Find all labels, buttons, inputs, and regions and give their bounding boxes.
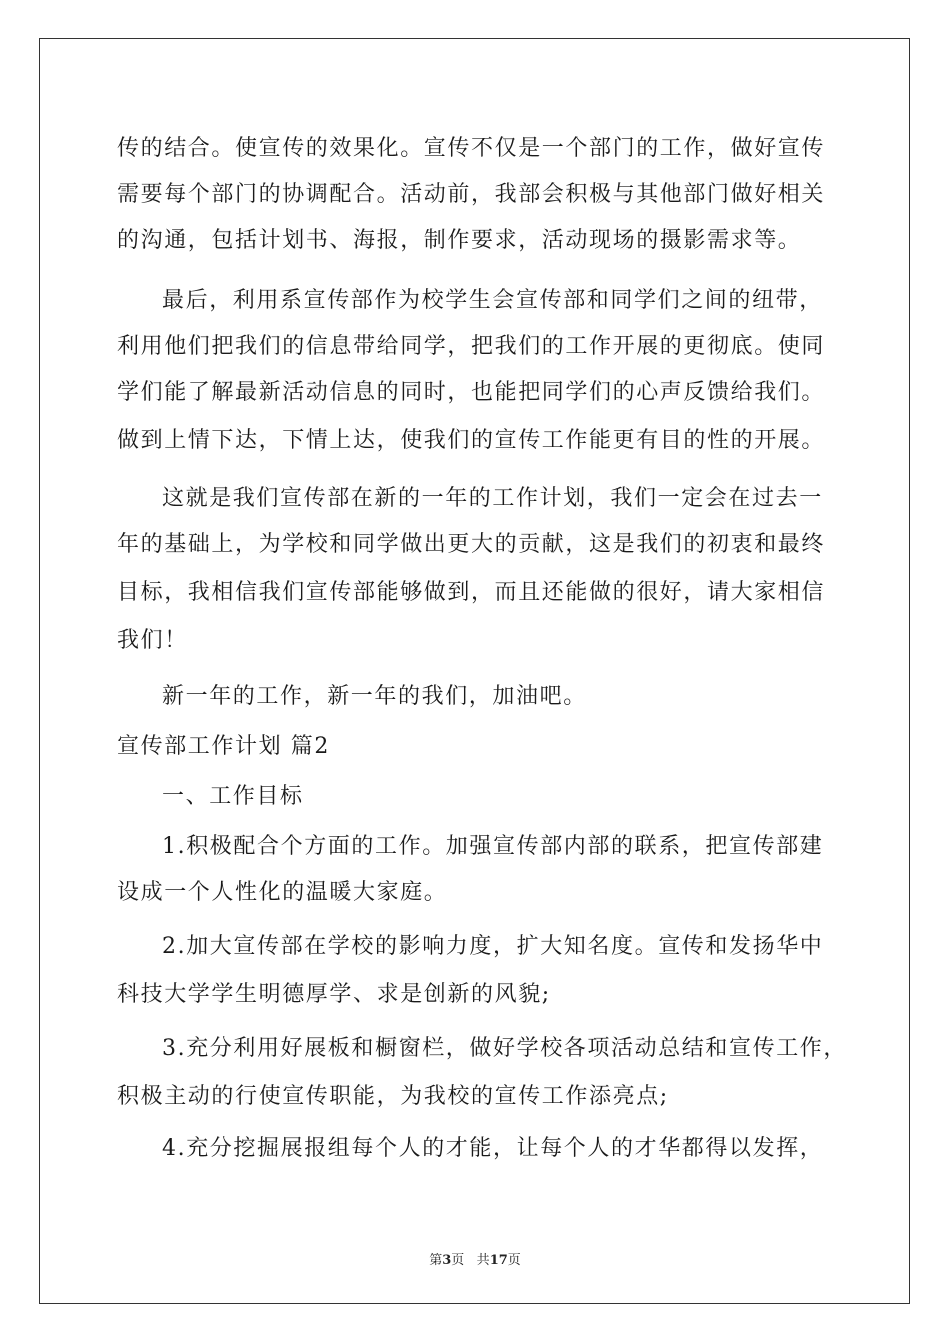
text-line: 这就是我们宣传部在新的一年的工作计划，我们一定会在过去一 <box>162 486 823 511</box>
total-pages: 17 <box>489 1253 508 1268</box>
subsection-heading: 一、工作目标 <box>162 784 304 809</box>
text-line: 学们能了解最新活动信息的同时，也能把同学们的心声反馈给我们。 <box>117 380 826 405</box>
text-line: 科技大学学生明德厚学、求是创新的风貌; <box>117 982 551 1007</box>
text-line: 利用他们把我们的信息带给同学，把我们的工作开展的更彻底。使同 <box>117 334 826 359</box>
text-line: 目标，我相信我们宣传部能够做到，而且还能做的很好，请大家相信 <box>117 580 826 605</box>
text-line: 需要每个部门的协调配合。活动前，我部会积极与其他部门做好相关 <box>117 182 826 207</box>
page-number: 3 <box>442 1253 452 1268</box>
page-suffix: 页 <box>451 1253 465 1268</box>
text-line: 积极主动的行使宣传职能，为我校的宣传工作添亮点; <box>117 1084 669 1109</box>
text-line: 传的结合。使宣传的效果化。宣传不仅是一个部门的工作，做好宣传 <box>117 136 826 161</box>
text-line: 2.加大宣传部在学校的影响力度，扩大知名度。宣传和发扬华中 <box>162 934 824 959</box>
page-prefix: 第 <box>429 1253 443 1268</box>
text-line: 3.充分利用好展板和橱窗栏，做好学校各项活动总结和宣传工作， <box>162 1036 847 1061</box>
text-line: 做到上情下达，下情上达，使我们的宣传工作能更有目的性的开展。 <box>117 428 826 453</box>
text-line: 设成一个人性化的温暖大家庭。 <box>117 880 448 905</box>
page-footer <box>0 1249 950 1268</box>
total-prefix: 共 <box>476 1253 490 1268</box>
text-line: 新一年的工作，新一年的我们，加油吧。 <box>162 684 587 709</box>
text-line: 我们！ <box>117 628 188 653</box>
section-heading: 宣传部工作计划 篇2 <box>117 734 330 759</box>
text-line: 年的基础上，为学校和同学做出更大的贡献，这是我们的初衷和最终 <box>117 532 826 557</box>
text-line: 最后，利用系宣传部作为校学生会宣传部和同学们之间的纽带， <box>162 288 823 313</box>
text-line: 1.积极配合个方面的工作。加强宣传部内部的联系，把宣传部建 <box>162 834 824 859</box>
text-line: 4.充分挖掘展报组每个人的才能，让每个人的才华都得以发挥， <box>162 1136 824 1161</box>
total-suffix: 页 <box>507 1253 521 1268</box>
text-line: 的沟通，包括计划书、海报，制作要求，活动现场的摄影需求等。 <box>117 228 802 253</box>
